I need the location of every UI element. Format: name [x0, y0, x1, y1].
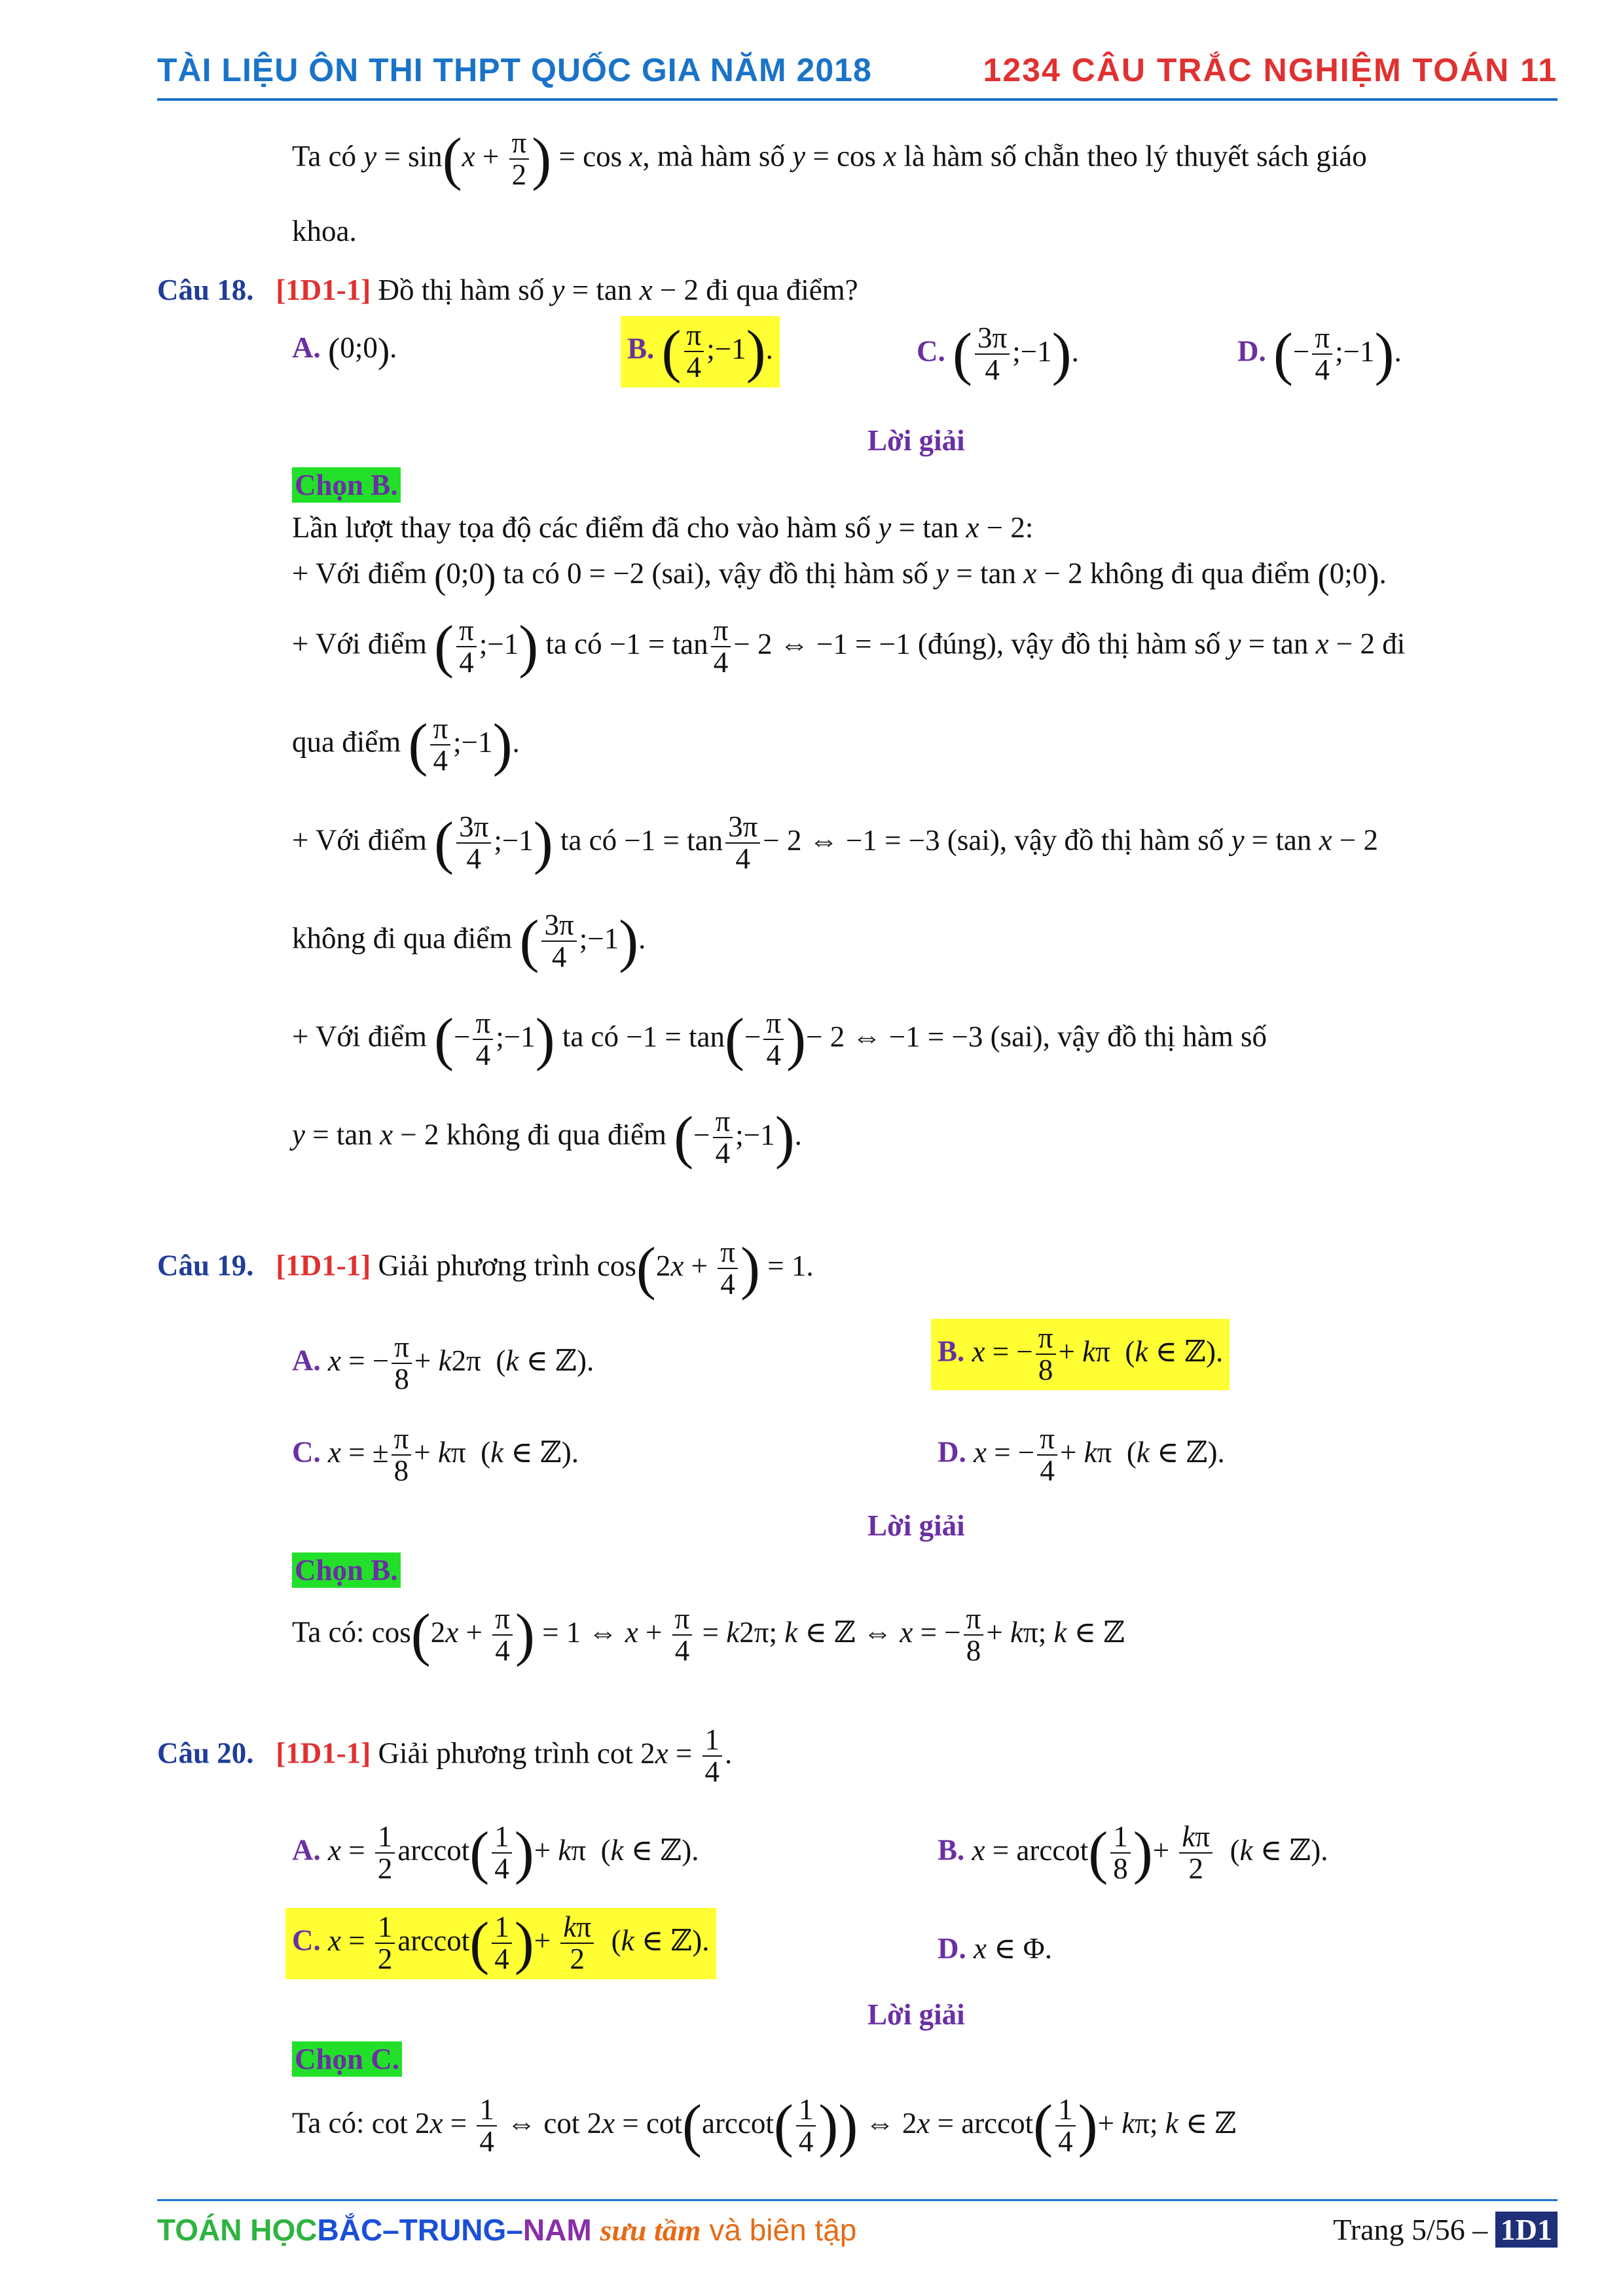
question-text: Giải phương trình: [378, 1249, 590, 1282]
text: , mà hàm số: [642, 139, 785, 173]
text: + Với điểm: [292, 823, 427, 857]
solution-heading-text: Lời giải: [867, 424, 965, 457]
solution-line-1: + Với điểm (0;0) ta có 0 = −2 (sai), vậy đồ thị hàm số y = tan x − 2 không đi qua điểm (0;0).: [292, 556, 1387, 597]
question-label: Câu 20.: [157, 1736, 254, 1770]
text: + Với điểm: [292, 557, 427, 590]
text: ta có: [545, 627, 602, 660]
solution-intro: Lần lượt thay tọa độ các điểm đã cho vào hàm số y = tan x − 2:: [292, 511, 1034, 544]
question-label: Câu 18.: [157, 274, 254, 306]
option-label: C.: [917, 334, 945, 368]
q20-option-a[interactable]: A. x = $\frac{1}{2}$ arccot( $\frac{1}{4}$ )+ kπ (k ∈ ℤ).: [292, 1820, 699, 1886]
text: Ta có:: [292, 2106, 365, 2140]
text: không đi qua điểm: [1089, 557, 1311, 590]
question-text: Đồ thị hàm số: [378, 274, 545, 306]
question-text: Giải phương trình: [378, 1736, 590, 1770]
text: (sai), vậy đồ thị hàm số: [651, 557, 928, 590]
text: đi: [1382, 627, 1406, 660]
option-label: D.: [938, 1435, 966, 1469]
option-label: A.: [292, 1344, 321, 1377]
text: ta có: [560, 823, 617, 857]
text: không đi qua điểm: [446, 1118, 666, 1151]
q20-option-b[interactable]: B. x = arccot( $\frac{1}{8}$ )+ $\frac{k\pi}{2}$ (k ∈ ℤ).: [938, 1820, 1328, 1886]
chosen-answer: [292, 468, 401, 502]
solution-heading: [867, 1998, 965, 2032]
text: ta có: [503, 557, 560, 590]
text: Lần lượt thay tọa độ các điểm đã cho vào hàm số: [292, 511, 871, 544]
question-20: Câu 20. [1D1-1] Giải phương trình cot 2x = $\frac{1}{4}$ .: [157, 1723, 733, 1789]
page-footer: [157, 2212, 1558, 2258]
footer-brand: [157, 2212, 856, 2248]
q19-option-b-correct[interactable]: B. x = − $\frac{\pi}{8}$ + kπ (k ∈ ℤ).: [931, 1319, 1230, 1390]
option-label: B.: [938, 1833, 965, 1867]
q20-option-c-correct[interactable]: C. x = $\frac{1}{2}$ arccot( $\frac{1}{4}$ )+ $\frac{k\pi}{2}$ (k ∈ ℤ).: [285, 1908, 716, 1979]
solution-line-4: + Với điểm (− $\frac{\pi}{4}$ ;−1) ta có −1 = tan(− $\frac{\pi}{4}$ )− 2 ⇔ −1 = −3 (sai), vậy đồ thị hàm số: [292, 1007, 1267, 1072]
q20-option-d[interactable]: D. x ∈ Φ.: [938, 1932, 1052, 1965]
q19-option-d[interactable]: D. x = − $\frac{\pi}{4}$ + kπ (k ∈ ℤ).: [938, 1422, 1225, 1488]
header-divider: [157, 98, 1558, 101]
option-label: C.: [292, 1924, 321, 1957]
text: + Với điểm: [292, 1020, 427, 1053]
footer-text: BẮC: [317, 2213, 383, 2247]
question-label: Câu 19.: [157, 1249, 254, 1282]
footer-text: và biên tập: [709, 2213, 857, 2247]
option-label: A.: [292, 1833, 321, 1867]
chosen-label: Chọn B.: [292, 1552, 401, 1588]
solution-heading: [867, 1509, 965, 1543]
question-text: đi qua điểm?: [706, 274, 858, 306]
text: (đúng), vậy đồ thị hàm số: [917, 627, 1221, 660]
chosen-answer: [292, 1553, 401, 1587]
chosen-label: Chọn B.: [292, 467, 401, 503]
q18-option-c[interactable]: C. ( $\frac{3\pi}{4}$ ;−1).: [917, 321, 1079, 387]
option-label: A.: [292, 331, 321, 364]
solution-line-3b: không đi qua điểm ( $\frac{3\pi}{4}$ ;−1).: [292, 908, 646, 974]
question-tag: [1D1-1]: [276, 274, 371, 306]
q19-solution-line: Ta có: cos(2x + $\frac{\pi}{4}$ ) = 1 ⇔ x + $\frac{\pi}{4}$ = k2π; k ∈ ℤ ⇔ x = − $\frac{\pi}{8}$ + kπ; k ∈ ℤ: [292, 1602, 1125, 1668]
solution-heading-text: Lời giải: [867, 1509, 965, 1542]
text: (sai), vậy đồ thị hàm số: [947, 823, 1224, 857]
solution-heading: [867, 423, 965, 457]
page-number: [1333, 2212, 1558, 2247]
footer-divider: [157, 2199, 1558, 2201]
question-tag: [1D1-1]: [276, 1736, 371, 1770]
footer-text: –TRUNG–: [382, 2213, 523, 2247]
solution-line-3: + Với điểm ( $\frac{3\pi}{4}$ ;−1) ta có −1 = tan $\frac{3\pi}{4}$ − 2 ⇔ −1 = −3 (sai), vậy đồ thị hàm số y = tan x − 2: [292, 810, 1379, 876]
text: ta có: [562, 1020, 619, 1053]
solution-heading-text: Lời giải: [867, 1998, 965, 2031]
prev-solution-line: Ta có y = sin(x + $\frac{\pi}{2}$ ) = cos x, mà hàm số y = cos x là hàm số chẵn theo lý thuyết sách giáo: [292, 126, 1367, 192]
q18-option-d[interactable]: D. (− $\frac{\pi}{4}$ ;−1).: [1237, 321, 1402, 387]
text: qua điểm: [292, 725, 401, 759]
solution-line-2b: qua điểm ( $\frac{\pi}{4}$ ;−1).: [292, 712, 520, 778]
q20-solution-line: Ta có: cot 2x = $\frac{1}{4}$ ⇔ cot 2x = cot(arccot( $\frac{1}{4}$ )) ⇔ 2x = arccot( $\frac{1}{4}$ )+ kπ; k ∈ ℤ: [292, 2093, 1237, 2159]
page-header: [157, 51, 1558, 90]
option-label: D.: [1237, 334, 1266, 368]
q18-option-b-correct[interactable]: B. ( $\frac{\pi}{4}$ ;−1).: [621, 316, 780, 387]
text: (sai), vậy đồ thị hàm số: [990, 1020, 1267, 1053]
prev-solution-line-end: khoa.: [292, 215, 357, 247]
text: không đi qua điểm: [292, 922, 513, 955]
footer-text: TOÁN HỌC: [157, 2213, 318, 2247]
text: + Với điểm: [292, 627, 427, 660]
q19-option-c[interactable]: C. x = ± $\frac{\pi}{8}$ + kπ (k ∈ ℤ).: [292, 1422, 579, 1488]
q18-option-a[interactable]: A. (0;0).: [292, 331, 397, 371]
header-title-right: 1234 CÂU TRẮC NGHIỆM TOÁN 11: [983, 52, 1558, 88]
q19-option-a[interactable]: A. x = − $\frac{\pi}{8}$ + k2π (k ∈ ℤ).: [292, 1331, 594, 1396]
option-label: C.: [292, 1435, 321, 1469]
text: Ta có: [292, 139, 357, 173]
header-title-left: TÀI LIỆU ÔN THI THPT QUỐC GIA NĂM 2018: [157, 52, 872, 88]
solution-line-2: + Với điểm ( $\frac{\pi}{4}$ ;−1) ta có −1 = tan $\frac{\pi}{4}$ − 2 ⇔ −1 = −1 (đúng), vậy đồ thị hàm số y = tan x − 2 đi: [292, 614, 1406, 679]
text: Ta có:: [292, 1615, 365, 1649]
footer-text: NAM: [522, 2213, 592, 2247]
option-label: B.: [938, 1335, 965, 1368]
solution-line-4b: y = tan x − 2 không đi qua điểm (− $\frac{\pi}{4}$ ;−1).: [292, 1105, 802, 1170]
chosen-label: Chọn C.: [292, 2041, 402, 2077]
option-label: B.: [627, 332, 655, 365]
chapter-badge: 1D1: [1495, 2212, 1558, 2248]
text: là hàm số chẵn theo lý thuyết sách giáo: [903, 139, 1367, 173]
chosen-answer: [292, 2042, 402, 2076]
page-number-text: Trang 5/56 –: [1333, 2213, 1488, 2246]
question-19: Câu 19. [1D1-1] Giải phương trình cos(2x + $\frac{\pi}{4}$ ) = 1.: [157, 1236, 814, 1301]
option-label: D.: [938, 1932, 966, 1965]
question-tag: [1D1-1]: [276, 1249, 371, 1282]
footer-text: sưu tầm: [600, 2214, 701, 2247]
question-18: Câu 18. [1D1-1] Đồ thị hàm số y = tan x − 2 đi qua điểm?: [157, 274, 858, 306]
